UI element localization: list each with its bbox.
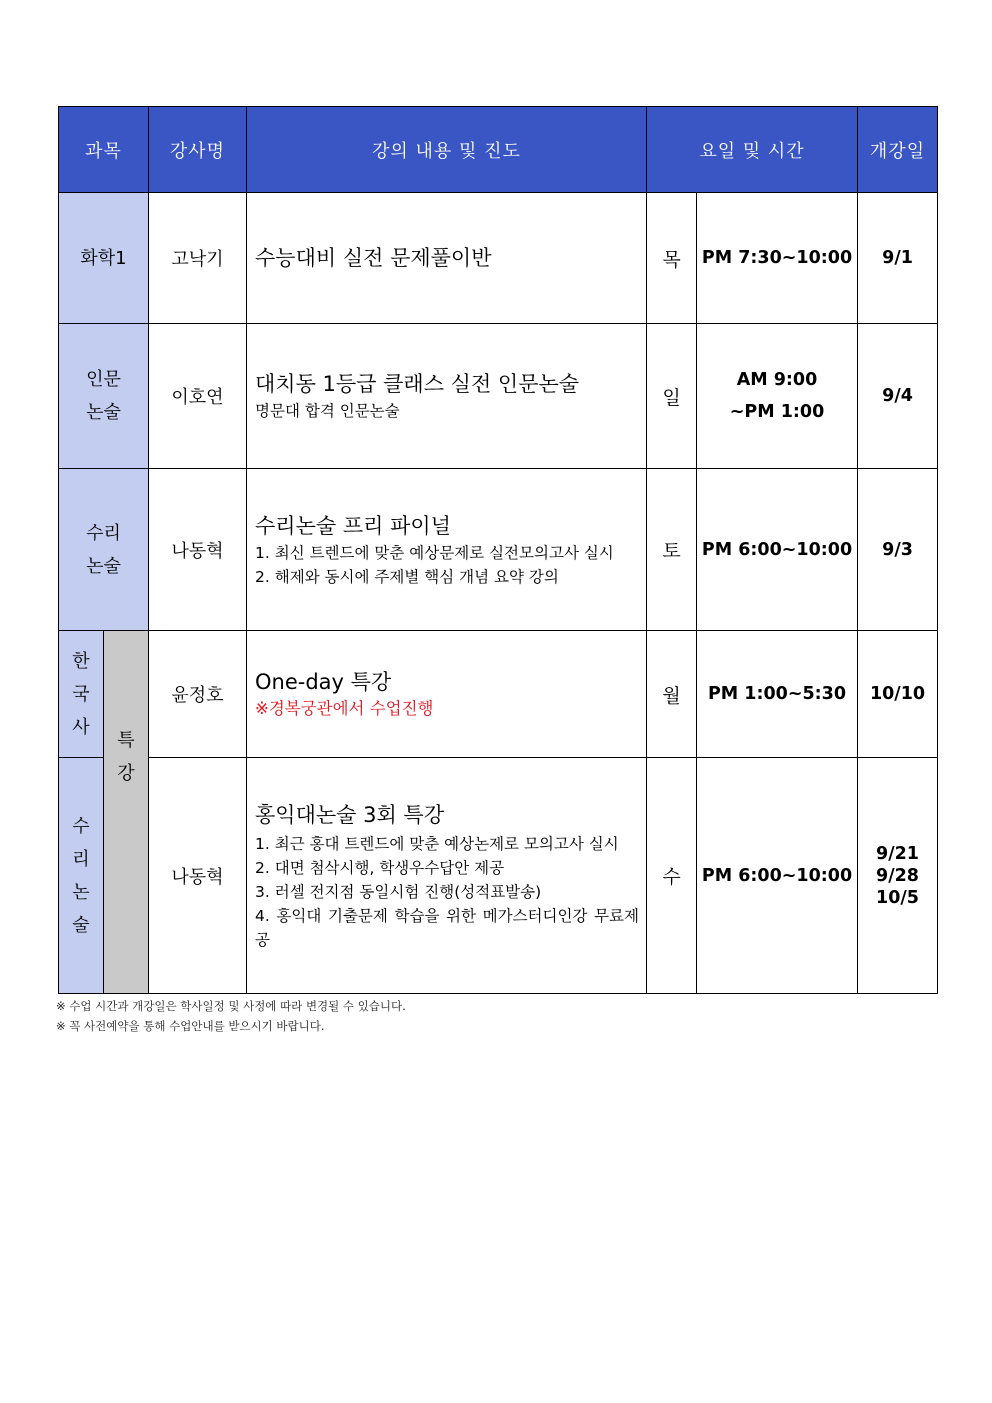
- table-row: [59, 469, 938, 631]
- time-cell: [697, 324, 858, 469]
- teacher-cell: 나동혁: [149, 758, 247, 994]
- header-teacher: 강사명: [149, 107, 247, 193]
- course-detail-line: 1. 최신 트렌드에 맞춘 예상문제로 실전모의고사 실시: [255, 543, 614, 562]
- day-cell: 수: [647, 758, 697, 994]
- course-title: 대치동 1등급 클래스 실전 인문논술: [255, 372, 580, 396]
- subject-char: 한: [72, 650, 90, 672]
- course-detail-line: 1. 최근 홍대 트렌드에 맞춘 예상논제로 모의고사 실시: [255, 834, 619, 853]
- content-cell: [247, 193, 647, 324]
- content-cell: [247, 631, 647, 758]
- day-cell: 목: [647, 193, 697, 324]
- subject-label-line: 인문: [86, 369, 121, 390]
- teacher-cell: 고낙기: [149, 193, 247, 324]
- subject-cell: [59, 193, 149, 324]
- teacher-cell: 나동혁: [149, 469, 247, 631]
- subject-cell: [59, 324, 149, 469]
- subject-label-line: 논술: [86, 402, 121, 423]
- special-char: 강: [117, 763, 135, 784]
- header-open-date: 개강일: [858, 107, 938, 193]
- course-title: 홍익대논술 3회 특강: [255, 802, 444, 827]
- open-date-cell: 9/1: [858, 193, 938, 324]
- course-note: ※경복궁관에서 수업진행: [255, 699, 434, 718]
- time-cell: PM 7:30~10:00: [697, 193, 858, 324]
- course-detail-line: 4. 홍익대 기출문제 학습을 위한 메가스터디인강 무료제공: [255, 906, 639, 949]
- header-content: 강의 내용 및 진도: [247, 107, 647, 193]
- course-detail-line: 2. 대면 첨삭시행, 학생우수답안 제공: [255, 858, 505, 877]
- teacher-cell: 이호연: [149, 324, 247, 469]
- header-schedule: 요일 및 시간: [647, 107, 858, 193]
- table-row: [59, 631, 938, 758]
- subject-label-line: 수리: [86, 522, 121, 544]
- special-char: 특: [117, 730, 135, 751]
- subject-char: 술: [72, 914, 90, 936]
- open-date-line: 10/5: [876, 887, 919, 908]
- subject-char: 논: [72, 881, 90, 903]
- subject-label: 화학1: [80, 247, 127, 269]
- open-date-cell: 9/3: [858, 469, 938, 631]
- course-detail-line: 2. 해제와 동시에 주제별 핵심 개념 요약 강의: [255, 567, 559, 586]
- table-row: [59, 193, 938, 324]
- subject-char: 사: [72, 716, 90, 738]
- special-lecture-cell: [104, 631, 149, 994]
- open-date-line: 9/28: [876, 865, 919, 886]
- day-cell: 월: [647, 631, 697, 758]
- content-cell: [247, 469, 647, 631]
- time-cell: PM 1:00~5:30: [697, 631, 858, 758]
- time-line: AM 9:00: [736, 370, 818, 390]
- content-cell: [247, 758, 647, 994]
- open-date-line: 9/21: [876, 843, 919, 864]
- course-title: 수리논술 프리 파이널: [255, 513, 451, 538]
- open-date-cell: [858, 758, 938, 994]
- course-title: 수능대비 실전 문제풀이반: [255, 246, 492, 270]
- header-subject: 과목: [59, 107, 149, 193]
- subject-cell: [59, 758, 104, 994]
- footnote: ※ 수업 시간과 개강일은 학사일정 및 사정에 따라 변경될 수 있습니다.: [56, 999, 406, 1013]
- subject-char: 수: [72, 815, 90, 837]
- table-row: [59, 324, 938, 469]
- time-line: ~PM 1:00: [729, 402, 825, 422]
- course-detail-line: 3. 러셀 전지점 동일시험 진행(성적표발송): [255, 882, 542, 901]
- day-cell: 토: [647, 469, 697, 631]
- time-cell: PM 6:00~10:00: [697, 758, 858, 994]
- time-cell: PM 6:00~10:00: [697, 469, 858, 631]
- header-row: [59, 107, 938, 193]
- course-subtitle: 명문대 합격 인문논술: [255, 402, 400, 420]
- subject-char: 리: [72, 848, 90, 870]
- day-cell: 일: [647, 324, 697, 469]
- teacher-cell: 윤정호: [149, 631, 247, 758]
- content-cell: [247, 324, 647, 469]
- subject-label-line: 논술: [86, 555, 121, 577]
- course-title: One-day 특강: [255, 670, 392, 694]
- subject-cell: [59, 631, 104, 758]
- open-date-cell: 10/10: [858, 631, 938, 758]
- open-date-cell: 9/4: [858, 324, 938, 469]
- subject-char: 국: [72, 683, 90, 705]
- special-spacer: [104, 790, 148, 900]
- table-row: [59, 758, 938, 994]
- subject-cell: [59, 469, 149, 631]
- footnote: ※ 꼭 사전예약을 통해 수업안내를 받으시기 바랍니다.: [56, 1019, 325, 1033]
- schedule-table: [58, 106, 938, 994]
